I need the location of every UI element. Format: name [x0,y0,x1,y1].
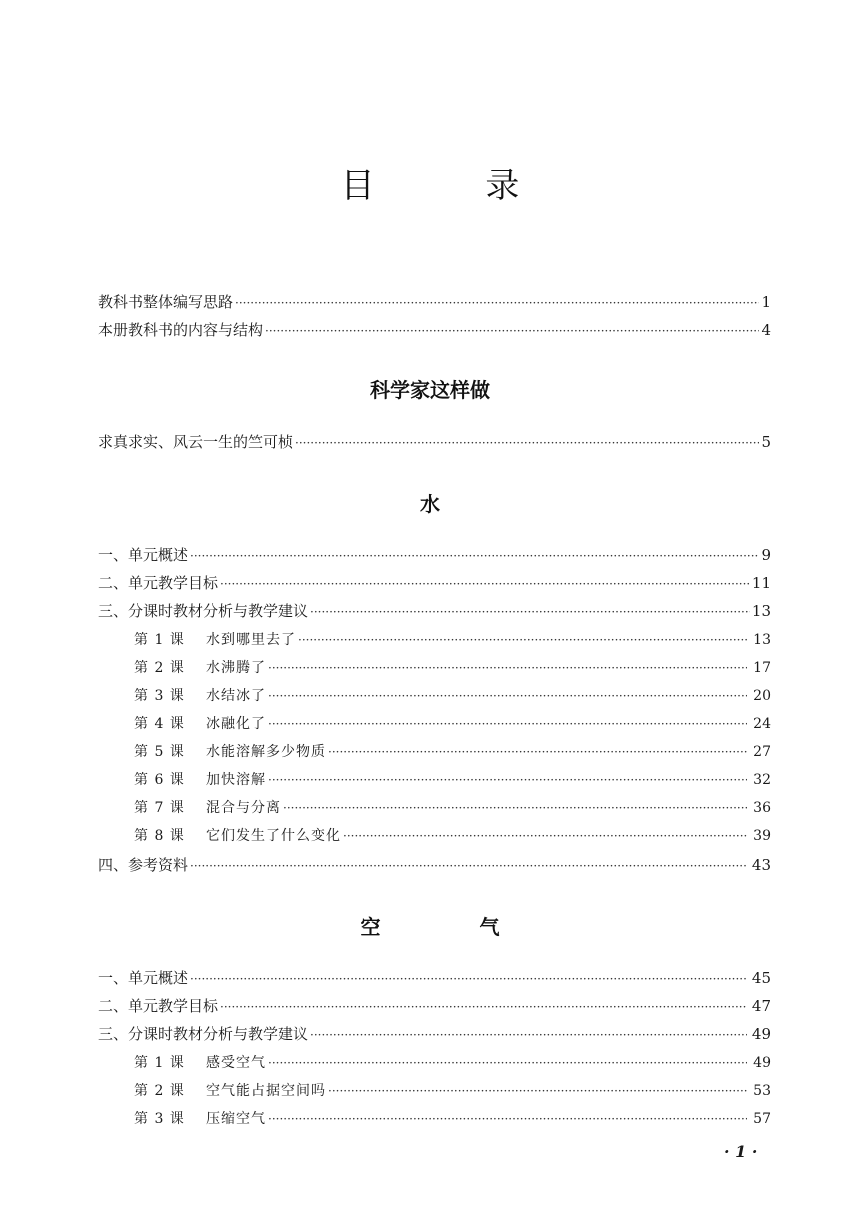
lesson-title: 混合与分离 [206,800,281,816]
lesson-number: 第 3 课 [134,688,185,704]
toc-entry-label: 求真求实、风云一生的竺可桢 [98,433,294,451]
dot-leader [328,1081,747,1101]
toc-entry-label: 教科书整体编写思路 [98,293,234,311]
dot-leader [265,321,759,341]
dot-leader [343,826,747,846]
toc-entry[interactable] [98,996,771,1016]
toc-entry-label: 本册教科书的内容与结构 [98,321,264,339]
section-heading-water: 水 [420,492,440,516]
toc-entry-label: 三、分课时教材分析与教学建议 [98,1025,309,1043]
toc-entry-page: 43 [751,856,771,874]
toc-entry[interactable] [98,432,771,452]
dot-leader [190,856,747,876]
lesson-number: 第 5 课 [134,744,185,760]
toc-entry-page: 4 [761,321,771,339]
lesson-title: 它们发生了什么变化 [206,828,341,844]
section-heading-air: 空 气 [360,915,546,939]
lesson-page: 49 [753,1055,771,1071]
toc-lesson-entry[interactable] [134,630,771,650]
lesson-page: 36 [753,800,771,816]
toc-entry-page: 1 [761,293,771,311]
dot-leader [283,798,747,818]
dot-leader [295,433,759,453]
toc-entry-page: 11 [751,574,771,592]
lesson-number: 第 4 课 [134,716,185,732]
lesson-title: 压缩空气 [206,1111,266,1127]
lesson-number: 第 2 课 [134,1083,185,1099]
dot-leader [268,714,747,734]
toc-entry-page: 45 [751,969,771,987]
toc-entry[interactable] [98,320,771,340]
toc-lesson-entry[interactable] [134,658,771,678]
lesson-title: 冰融化了 [206,716,266,732]
lesson-title: 感受空气 [206,1055,266,1071]
toc-lesson-entry[interactable] [134,686,771,706]
toc-entry[interactable] [98,1024,771,1044]
toc-entry-label: 三、分课时教材分析与教学建议 [98,602,309,620]
toc-entry-label: 二、单元教学目标 [98,574,219,592]
lesson-number: 第 6 课 [134,772,185,788]
toc-entry[interactable] [98,573,771,593]
dot-leader [268,770,747,790]
lesson-title: 加快溶解 [206,772,266,788]
toc-lesson-entry[interactable] [134,770,771,790]
dot-leader [310,602,750,622]
lesson-page: 17 [753,660,771,676]
dot-leader [190,969,747,989]
lesson-page: 13 [753,632,771,648]
dot-leader [220,574,750,594]
dot-leader [310,1025,747,1045]
toc-lesson-entry[interactable] [134,1081,771,1101]
dot-leader [190,546,759,566]
lesson-page: 20 [753,688,771,704]
dot-leader [328,742,747,762]
toc-entry-label: 一、单元概述 [98,546,189,564]
toc-entry-page: 49 [751,1025,771,1043]
dot-leader [268,1109,747,1129]
toc-entry[interactable] [98,968,771,988]
dot-leader [268,686,747,706]
toc-entry-page: 9 [761,546,771,564]
lesson-title: 水能溶解多少物质 [206,744,326,760]
lesson-number: 第 3 课 [134,1111,185,1127]
lesson-page: 57 [753,1111,771,1127]
lesson-number: 第 8 课 [134,828,185,844]
lesson-title: 空气能占据空间吗 [206,1083,326,1099]
lesson-page: 32 [753,772,771,788]
toc-title: 目 录 [340,166,570,206]
dot-leader [268,658,747,678]
toc-entry-page: 47 [751,997,771,1015]
lesson-page: 27 [753,744,771,760]
toc-entry[interactable] [98,601,771,621]
toc-entry[interactable] [98,545,771,565]
toc-lesson-entry[interactable] [134,714,771,734]
toc-lesson-entry[interactable] [134,798,771,818]
toc-entry-page: 13 [751,602,771,620]
toc-entry-label: 四、参考资料 [98,856,189,874]
lesson-number: 第 1 课 [134,632,185,648]
lesson-page: 39 [753,828,771,844]
lesson-title: 水到哪里去了 [206,632,296,648]
page-number: · 1 · [724,1142,758,1161]
toc-entry[interactable] [98,855,771,875]
lesson-number: 第 2 课 [134,660,185,676]
lesson-title: 水沸腾了 [206,660,266,676]
dot-leader [235,293,759,313]
dot-leader [298,630,747,650]
toc-entry-label: 二、单元教学目标 [98,997,219,1015]
toc-entry-page: 5 [761,433,771,451]
toc-lesson-entry[interactable] [134,1109,771,1129]
toc-lesson-entry[interactable] [134,826,771,846]
lesson-number: 第 7 课 [134,800,185,816]
lesson-page: 24 [753,716,771,732]
lesson-number: 第 1 课 [134,1055,185,1071]
toc-entry[interactable] [98,292,771,312]
toc-entry-label: 一、单元概述 [98,969,189,987]
lesson-title: 水结冰了 [206,688,266,704]
section-heading-scientist: 科学家这样做 [370,378,490,402]
lesson-page: 53 [753,1083,771,1099]
dot-leader [268,1053,747,1073]
toc-lesson-entry[interactable] [134,1053,771,1073]
toc-lesson-entry[interactable] [134,742,771,762]
dot-leader [220,997,747,1017]
